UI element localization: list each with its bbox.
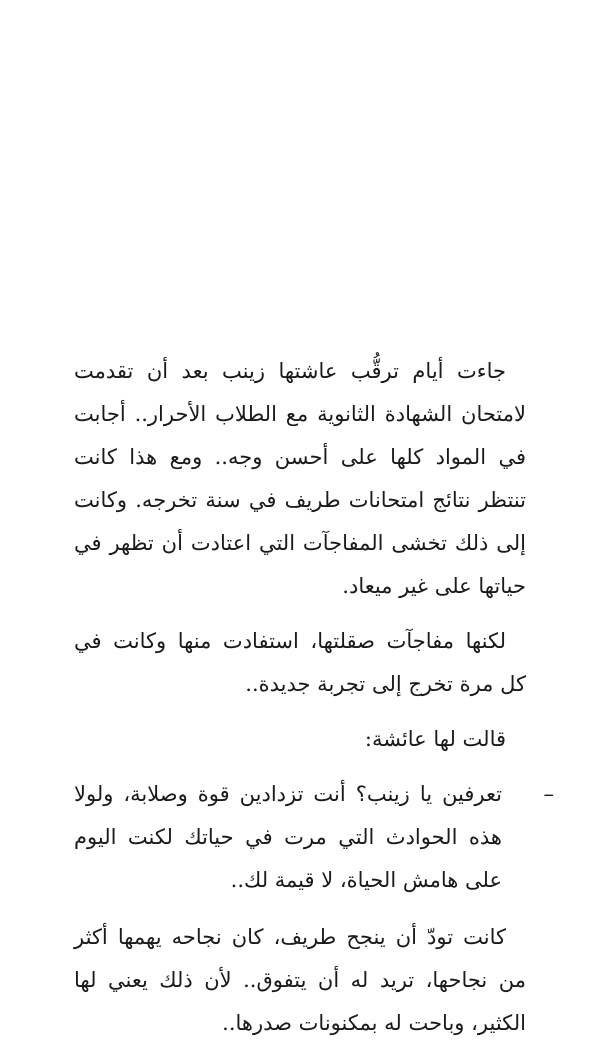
- paragraph-1: جاءت أيام ترقُّب عاشتها زينب بعد أن تقدمت لامتحان الشهادة الثانوية مع الطلاب الأحرار.. أجابت في المواد كلها على أحسن وجه.. ومع هذا كانت تنتظر نتائج امتحانات طريف في سنة تخرجه. وكانت إلى ذلك تخشى المفاجآت التي اعتادت أن تظهر في حياتها على غير ميعاد.: [74, 359, 526, 598]
- dialogue-dash: –: [543, 782, 554, 806]
- paragraph-2: لكنها مفاجآت صقلتها، استفادت منها وكانت في كل مرة تخرج إلى تجربة جديدة..: [74, 629, 526, 696]
- paragraph-3: قالت لها عائشة:: [364, 727, 506, 751]
- dialogue-line: [74, 773, 554, 902]
- page-text: [74, 350, 554, 1045]
- paragraph-5: كانت تودّ أن ينجح طريف، كان نجاحه يهمها أكثر من نجاحها، تريد له أن يتفوق.. لأن ذلك يعني لها الكثير، وباحت له بمكنونات صدرها..: [74, 925, 526, 1035]
- paragraph-4: تعرفين يا زينب؟ أنت تزدادين قوة وصلابة، ولولا هذه الحوادث التي مرت في حياتك لكنت اليوم على هامش الحياة، لا قيمة لك..: [74, 782, 502, 892]
